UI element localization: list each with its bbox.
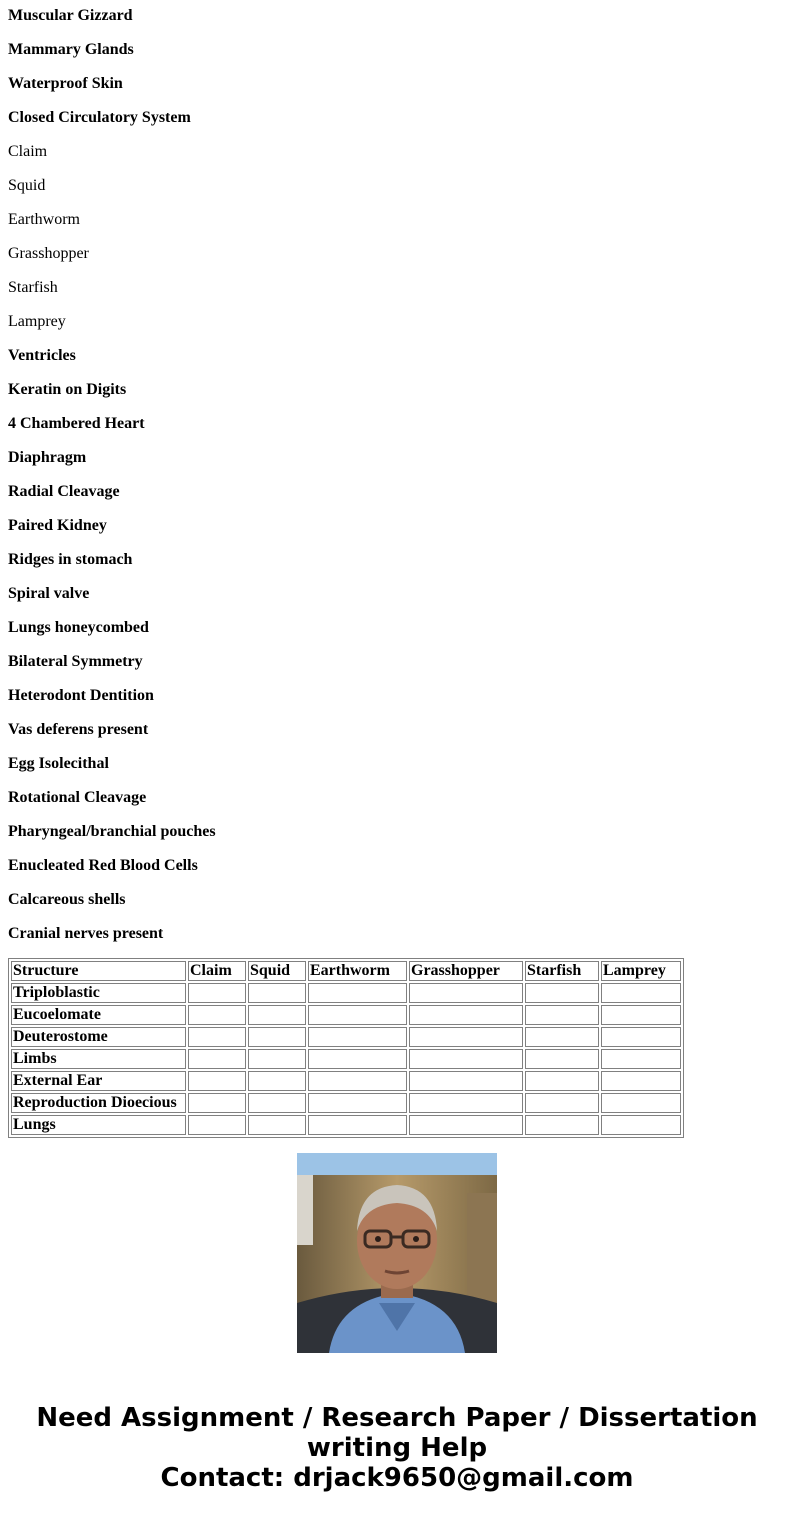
- comparison-table: [8, 958, 684, 1138]
- table-row: [11, 1027, 681, 1047]
- list-item: Vas deferens present: [8, 721, 149, 738]
- promo-line-1: Need Assignment / Research Paper / Dissertation: [36, 1403, 758, 1433]
- list-item: Radial Cleavage: [8, 483, 120, 500]
- empty-cell: [248, 983, 306, 1003]
- list-item: Squid: [8, 177, 46, 194]
- empty-cell: [409, 1071, 523, 1091]
- list-item: Spiral valve: [8, 585, 90, 602]
- empty-cell: [409, 1027, 523, 1047]
- author-avatar: [297, 1153, 497, 1353]
- empty-cell: [525, 1071, 599, 1091]
- list-item: Grasshopper: [8, 245, 89, 262]
- list-item: Enucleated Red Blood Cells: [8, 857, 198, 874]
- list-item: Waterproof Skin: [8, 75, 123, 92]
- empty-cell: [525, 983, 599, 1003]
- empty-cell: [525, 1115, 599, 1135]
- empty-cell: [601, 1071, 681, 1091]
- empty-cell: [308, 1115, 407, 1135]
- empty-cell: [525, 1005, 599, 1025]
- promo-banner: [0, 1403, 794, 1493]
- header-cell: Earthworm: [308, 961, 407, 981]
- empty-cell: [188, 1093, 246, 1113]
- list-item: Ridges in stomach: [8, 551, 133, 568]
- header-cell: Structure: [11, 961, 186, 981]
- row-label-cell: Reproduction Dioecious: [11, 1093, 186, 1113]
- empty-cell: [525, 1049, 599, 1069]
- table-row: [11, 983, 681, 1003]
- empty-cell: [308, 1049, 407, 1069]
- empty-cell: [601, 1049, 681, 1069]
- empty-cell: [308, 1027, 407, 1047]
- table-header-row: [11, 961, 681, 981]
- list-item: Pharyngeal/branchial pouches: [8, 823, 216, 840]
- list-item: Starfish: [8, 279, 58, 296]
- list-item: Lamprey: [8, 313, 66, 330]
- author-portrait-icon: [297, 1153, 497, 1353]
- empty-cell: [409, 1005, 523, 1025]
- row-label-cell: Triploblastic: [11, 983, 186, 1003]
- empty-cell: [248, 1115, 306, 1135]
- list-item: Calcareous shells: [8, 891, 126, 908]
- empty-cell: [525, 1093, 599, 1113]
- empty-cell: [409, 1115, 523, 1135]
- header-cell: Lamprey: [601, 961, 681, 981]
- list-item: 4 Chambered Heart: [8, 415, 145, 432]
- empty-cell: [601, 1027, 681, 1047]
- empty-cell: [308, 1071, 407, 1091]
- empty-cell: [525, 1027, 599, 1047]
- list-item: Paired Kidney: [8, 517, 107, 534]
- empty-cell: [308, 1005, 407, 1025]
- structure-list: [8, 5, 708, 957]
- list-item: Claim: [8, 143, 48, 160]
- list-item: Rotational Cleavage: [8, 789, 147, 806]
- empty-cell: [601, 983, 681, 1003]
- list-item: Closed Circulatory System: [8, 109, 191, 126]
- list-item: Diaphragm: [8, 449, 87, 466]
- list-item: Heterodont Dentition: [8, 687, 154, 704]
- empty-cell: [248, 1049, 306, 1069]
- list-item: Bilateral Symmetry: [8, 653, 143, 670]
- empty-cell: [601, 1005, 681, 1025]
- empty-cell: [248, 1005, 306, 1025]
- list-item: Muscular Gizzard: [8, 7, 133, 24]
- list-item: Ventricles: [8, 347, 76, 364]
- promo-contact[interactable]: Contact: drjack9650@gmail.com: [160, 1463, 634, 1493]
- empty-cell: [188, 983, 246, 1003]
- promo-line-2: writing Help: [306, 1433, 488, 1463]
- table-row: [11, 1049, 681, 1069]
- row-label-cell: Lungs: [11, 1115, 186, 1135]
- empty-cell: [601, 1093, 681, 1113]
- empty-cell: [188, 1005, 246, 1025]
- empty-cell: [409, 1093, 523, 1113]
- header-cell: Squid: [248, 961, 306, 981]
- empty-cell: [188, 1027, 246, 1047]
- empty-cell: [188, 1049, 246, 1069]
- empty-cell: [409, 1049, 523, 1069]
- list-item: Keratin on Digits: [8, 381, 127, 398]
- row-label-cell: Limbs: [11, 1049, 186, 1069]
- empty-cell: [248, 1071, 306, 1091]
- header-cell: Starfish: [525, 961, 599, 981]
- empty-cell: [308, 1093, 407, 1113]
- empty-cell: [188, 1071, 246, 1091]
- empty-cell: [188, 1115, 246, 1135]
- empty-cell: [248, 1093, 306, 1113]
- comparison-table-container[interactable]: [8, 958, 708, 1133]
- header-cell: Claim: [188, 961, 246, 981]
- list-item: Lungs honeycombed: [8, 619, 149, 636]
- empty-cell: [601, 1115, 681, 1135]
- list-item: Mammary Glands: [8, 41, 134, 58]
- row-label-cell: External Ear: [11, 1071, 186, 1091]
- empty-cell: [248, 1027, 306, 1047]
- list-item: Cranial nerves present: [8, 925, 164, 942]
- empty-cell: [308, 983, 407, 1003]
- table-row: [11, 1005, 681, 1025]
- table-row: [11, 1115, 681, 1135]
- list-item: Egg Isolecithal: [8, 755, 109, 772]
- header-cell: Grasshopper: [409, 961, 523, 981]
- row-label-cell: Eucoelomate: [11, 1005, 186, 1025]
- table-row: [11, 1093, 681, 1113]
- table-row: [11, 1071, 681, 1091]
- row-label-cell: Deuterostome: [11, 1027, 186, 1047]
- empty-cell: [409, 983, 523, 1003]
- list-item: Earthworm: [8, 211, 80, 228]
